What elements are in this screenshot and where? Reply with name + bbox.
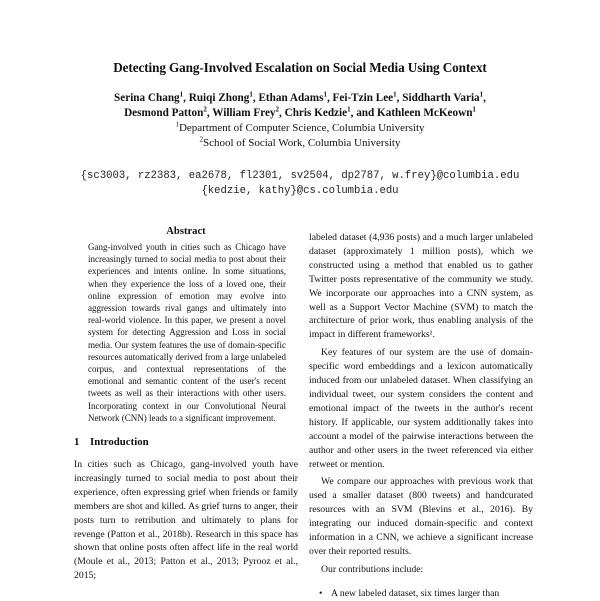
paragraph: labeled dataset (4,936 posts) and a much larger unlabeled dataset (approximately 1 million posts), which we constructed using a method that enabled us to gather Twitter posts representative of the community we study. We incorporate our approaches into a CNN system, as well as a Support Vector Machine (SVM) to match the architecture of prior work, thus enabling analysis of the impact in different frameworks¹. [309,232,533,341]
email-line: {kedzie, kathy}@cs.columbia.edu [201,184,399,197]
author: Serina Chang$^1$, [114,90,189,104]
affiliation: $^2$School of Social Work, Columbia University [199,134,401,149]
abstract-heading: Abstract [166,226,206,237]
author: Chris Kedzie$^1$, and [284,104,378,119]
affiliations [0,121,600,150]
author: Kathleen McKeown$^1$ [377,104,476,119]
introduction-text: In cities such as Chicago, gang-involved youth have increasingly turned to social media to post about their experience, often expressing grief when friends or family members are shot and killed. As grief turns to anger, their posts turn to retribution and ultimately to plans for revenge (Patton et al., 2018b). Research in this space has shown that online posts often affect life in the real world (Moule et al., 2013; Patton et al., 2013; Pyrooz et al., 2015; [74,459,298,582]
author: Ethan Adams$^1$, [258,90,333,104]
paragraph: Our contributions include: [321,563,424,575]
author: Siddharth Varia$^1$, [402,90,486,104]
contribution-bullet [309,587,533,601]
author: William Frey$^2$, [212,104,285,119]
email-line: {sc3003, rz2383, ea2678, fl2301, sv2504, dp2787, w.frey}@columbia.edu [80,170,520,182]
abstract-text: Gang-involved youth in cities such as Chicago have increasingly turned to social media to post about their experiences and intents online. In some situations, when they experience the loss of a loved one, their online expression of emotion may evolve into aggression towards rival gangs and ultimately into real-world violence. In this paper, we present a novel system for detecting Aggression and Loss in social media. Our system features the use of domain-specific resources automatically derived from a large unlabeled corpus, and contextual representations of the emotional and semantic content of the user's recent tweets as well as their interactions with other users. Incorporating context in our Convolutional Neural Network (CNN) leads to a significant improvement. [88,242,286,423]
section-heading-introduction: 1 Introduction [74,436,149,449]
author-list [0,91,600,120]
bullet-icon: • [319,587,323,599]
paragraph: We compare our approaches with previous work that used a smaller dataset (800 tweets) and handcurated resources with an SVM (Blevins et al., 2016). By integrating our induced domain-specific and context information in a CNN, we achieve a significant increase over their reported results. [309,476,533,557]
right-column [309,231,533,601]
paragraph: Key features of our system are the use of domain-specific word embeddings and a lexicon automatically induced from our unlabeled dataset. When classifying an individual tweet, our system considers the content and emotional impact of the tweets in the author's recent history. If applicable, our system additionally takes into account a model of the pairwise interactions between the author and other users in the tweet referenced via either retweet or mention. [309,347,533,470]
bullet-text: A new labeled dataset, six times larger than [331,587,500,599]
left-column [74,226,298,583]
affiliation: $^1$Department of Computer Science, Columbia University [175,120,425,134]
author: Desmond Patton$^2$, [124,104,213,119]
author-emails [0,169,600,198]
author: Fei-Tzin Lee$^1$, [332,90,403,104]
paper-title: Detecting Gang-Involved Escalation on Social Media Using Context [113,60,487,75]
author: Ruiqi Zhong$^1$, [188,90,259,104]
